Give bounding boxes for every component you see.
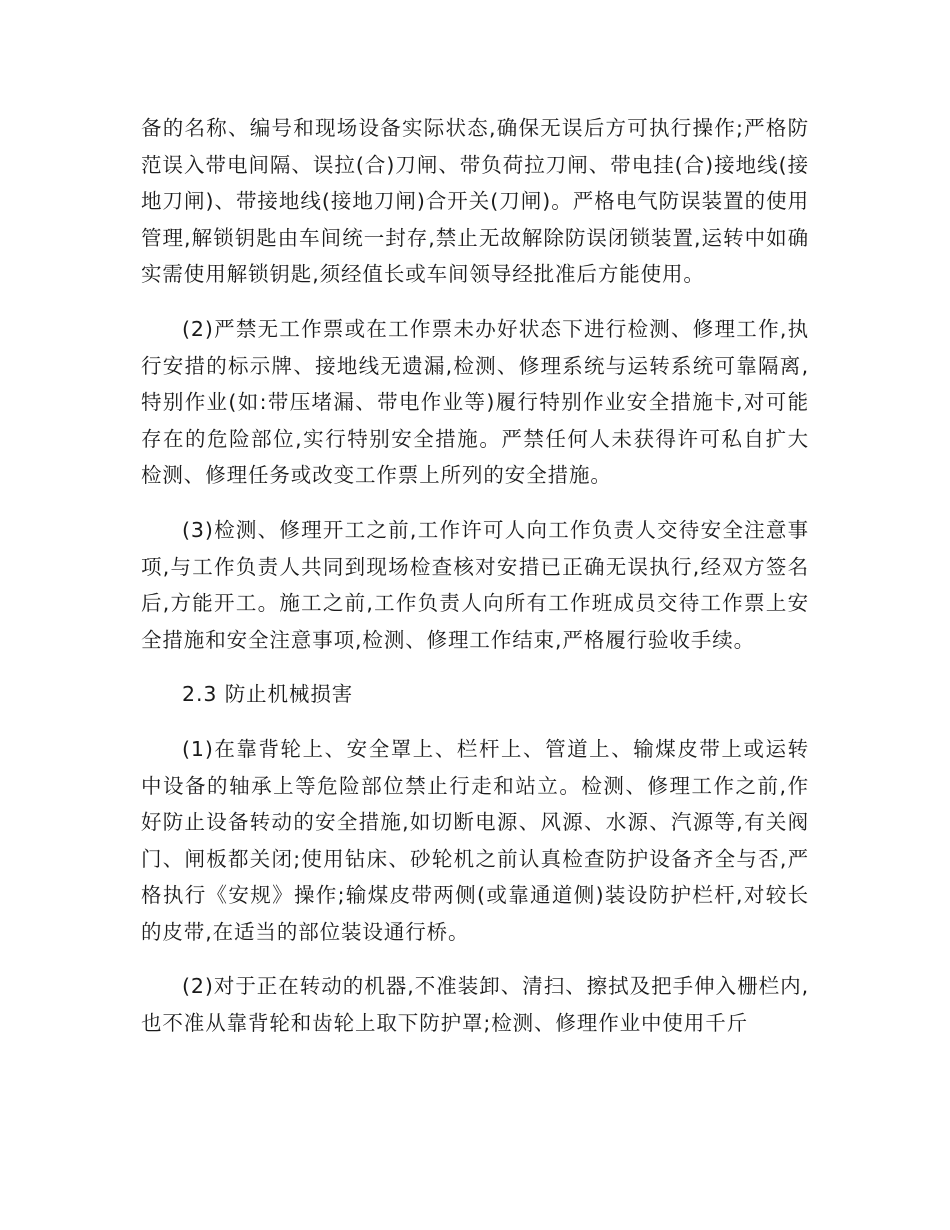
section-heading: 2.3 防止机械损害 <box>182 682 354 707</box>
paragraph-item-2: (2)严禁无工作票或在工作票未办好状态下进行检测、修理工作,执行安措的标示牌、接地线无遗漏,检测、修理系统与运转系统可靠隔离,特别作业(如:带压堵漏、带电作业等)履行特别作业安全措施卡,对可能存在的危险部位,实行特别安全措施。严禁任何人未获得许可私自扩大检测、修理任务或改变工作票上所列的安全措施。 <box>141 316 809 488</box>
paragraph-continuation: 备的名称、编号和现场设备实际状态,确保无误后方可执行操作;严格防范误入带电间隔、误拉(合)刀闸、带负荷拉刀闸、带电挂(合)接地线(接地刀闸)、带接地线(接地刀闸)合开关(刀闸)。严格电气防误装置的使用管理,解锁钥匙由车间统一封存,禁止无故解除防误闭锁装置,运转中如确实需使用解锁钥匙,须经值长或车间领导经批准后方能使用。 <box>141 116 809 287</box>
document-body <box>141 110 809 1060</box>
paragraph-item-1-mechanical: (1)在靠背轮上、安全罩上、栏杆上、管道上、输煤皮带上或运转中设备的轴承上等危险部位禁止行走和站立。检测、修理工作之前,作好防止设备转动的安全措施,如切断电源、风源、水源、汽源等,有关阀门、闸板都关闭;使用钻床、砂轮机之前认真检查防护设备齐全与否,严格执行《安规》操作;输煤皮带两侧(或靠通道侧)装设防护栏杆,对较长的皮带,在适当的部位装设通行桥。 <box>141 736 809 944</box>
paragraph-item-2-mechanical: (2)对于正在转动的机器,不准装卸、清扫、擦拭及把手伸入栅栏内,也不准从靠背轮和齿轮上取下防护罩;检测、修理作业中使用千斤 <box>141 974 809 1036</box>
paragraph-item-3: (3)检测、修理开工之前,工作许可人向工作负责人交待安全注意事项,与工作负责人共同到现场检查核对安措已正确无误执行,经双方签名后,方能开工。施工之前,工作负责人向所有工作班成员交待工作票上安全措施和安全注意事项,检测、修理工作结束,严格履行验收手续。 <box>141 517 809 652</box>
